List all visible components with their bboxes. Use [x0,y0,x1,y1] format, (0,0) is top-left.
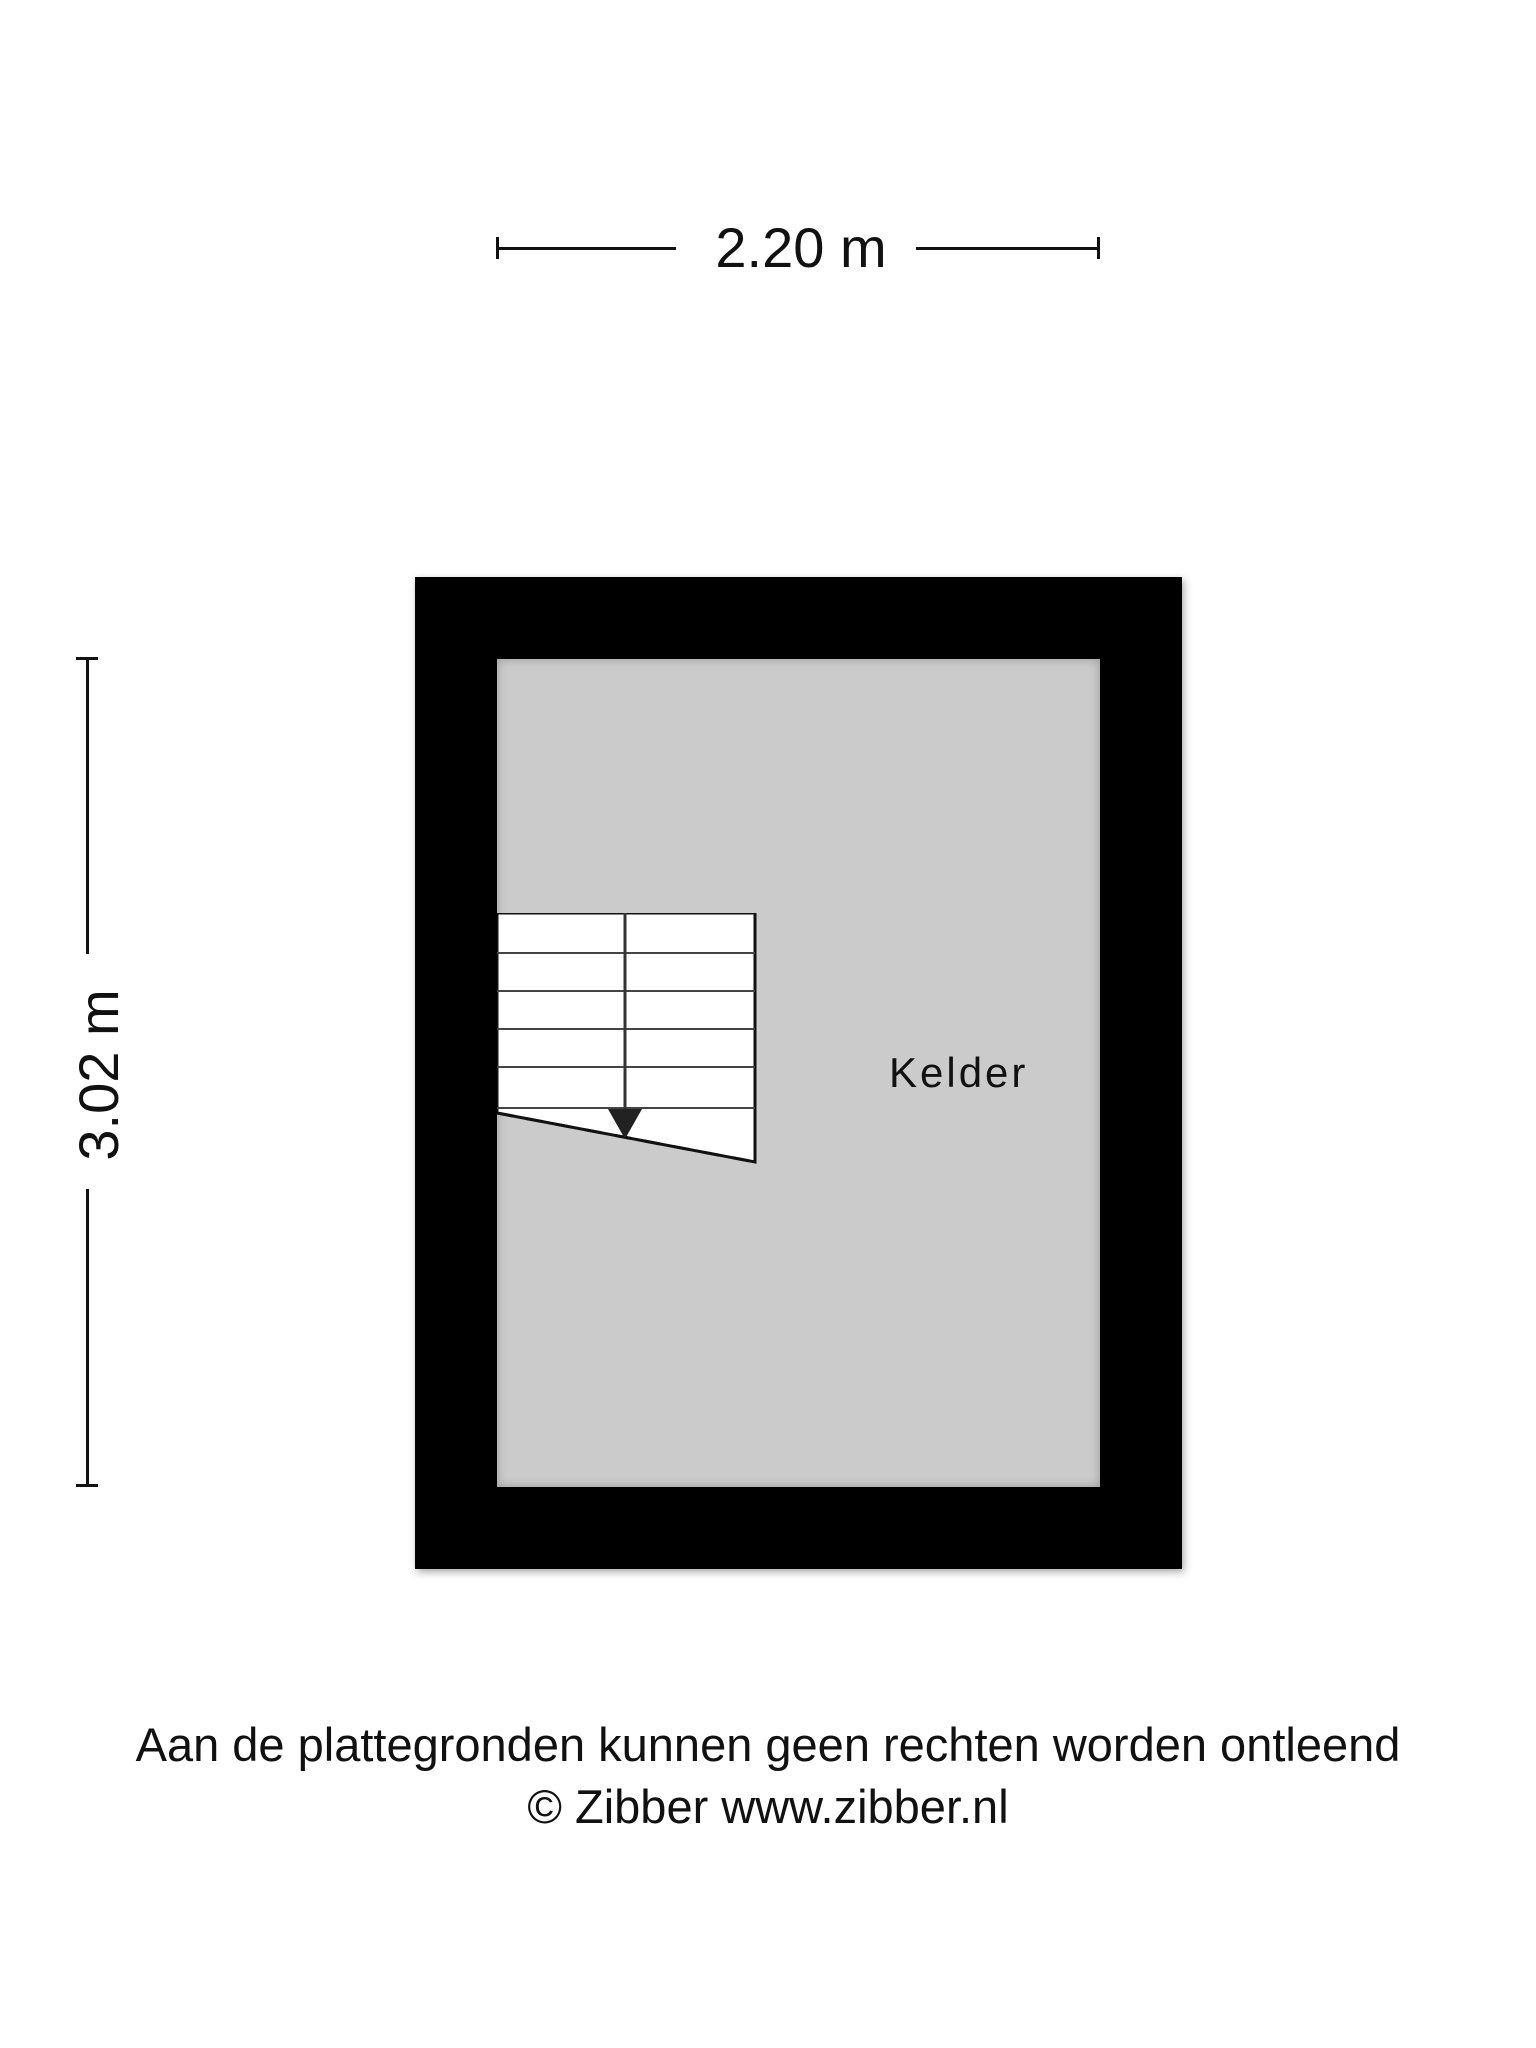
room-label: Kelder [889,1049,1029,1096]
floor-plan-walls [415,577,1182,1569]
height-dimension [67,657,130,1487]
height-dimension-tick-bottom [76,1484,98,1487]
height-dimension-line-bottom [86,1189,89,1487]
staircase [497,913,759,1175]
width-dimension-line-left [496,247,676,250]
disclaimer-text: Aan de plattegronden kunnen geen rechten worden ontleend [135,1718,1401,1771]
width-dimension-line-right [916,247,1100,250]
width-dimension-tick-right [1097,237,1100,259]
width-dimension [496,216,1100,279]
height-dimension-line-top [86,657,89,954]
copyright-text: © Zibber www.zibber.nl [527,1780,1009,1833]
width-dimension-label: 2.20 m [715,216,887,279]
room-kelder [497,659,1100,1487]
height-dimension-label: 3.02 m [67,989,130,1161]
